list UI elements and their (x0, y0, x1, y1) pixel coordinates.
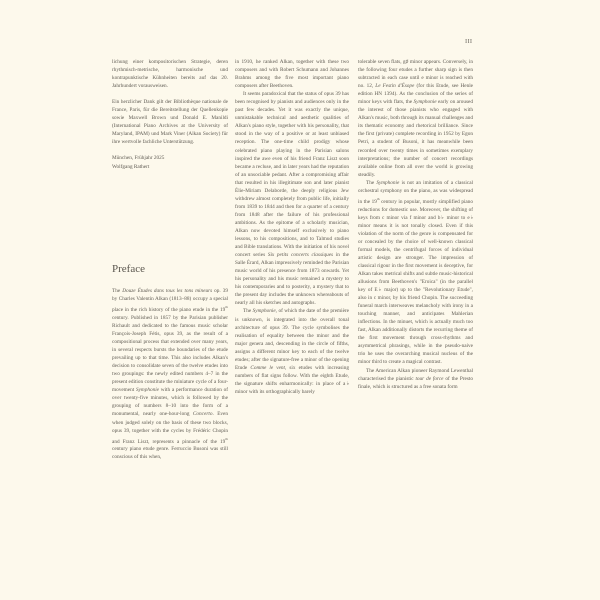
work-title: Comme le vent (250, 364, 286, 371)
work-title: Symphonie (135, 387, 159, 394)
author-signature: Wolfgang Rathert (112, 163, 150, 170)
work-title: Concerto (192, 411, 213, 418)
work-title: Symphonie (252, 308, 276, 315)
text-span: The (112, 288, 123, 294)
superscript: th (225, 305, 228, 310)
german-paragraph-acknowledgements: Ein herzlicher Dank gilt der Bibliothèque nationale de France, Paris, für die Bereitstellung der Quellenkopie sowie Maxwell Brown und Donald E. Manildi (International Piano Archives at the University of Maryland, IPAM) und Mark Viner (Alkan Society) für ihre wertvolle fachliche Unterstützung. (112, 99, 228, 146)
text-span: early on aroused the interest of those pianists who engaged with Alkan's music, both through its manual challenges and its thematic economy and rhetorical brilliance. Since the first (private) complete recording in 1952 by Egon Petri, a student of Busoni, it has meanwhile been recorded over twenty times in sometimes exemplary interpretations; the number of concert recordings available online from all over the world is growing steadily. (358, 99, 474, 178)
preface-paragraph (358, 179, 473, 367)
preface-paragraph (358, 58, 473, 179)
text-span: op. 39 by Charles Valentin Alkan (1813–88) occupy a special place in the rich history of the piano etude in the 19 (112, 288, 228, 313)
work-title: Le Festin d'Ésope (375, 83, 415, 90)
concert-series-title: Six petits concerts classiques (267, 252, 334, 259)
text-span: is not an imitation of a classical orchestral symphony on the piano, as was widespread in the 19 (358, 179, 473, 205)
preface-column-1 (112, 287, 228, 461)
text-span: . Even when judged solely on the basis of these two blocks, opus 39, together with the cycles by Frédéric Chopin and Franz Liszt, represents a pinnacle of the 19 (112, 411, 228, 445)
work-title: Douze Études dans tous les tons mineurs (122, 288, 213, 294)
work-title: Symphonie (376, 179, 400, 186)
superscript: th (376, 196, 380, 201)
preface-paragraph: in 1910, he ranked Alkan, together with these two composers and with Robert Schumann and Johannes Brahms among the five most important piano composers after Beethoven. (235, 59, 349, 90)
text-span: century in popular, mostly simplified piano reductions for domestic use. Moreover, the shifting of keys from c minor via f minor and b♭ minor to e♭ minor means it is not tonally closed. Even if this violation of the norm of the genre is compensated for or concealed by the choice of well-known classical formal models, the centrifugal forces of individual artistic design are stronger. The impression of classical rigour in the first movement is deceptive, for Alkan takes metrical shifts and subtle music-historical allusions from Beethoven's "Eroica" (in the parallel key of E♭ major) up to the "Revolutionary Etude", also in c minor, by his friend Chopin. The succeeding funeral march interweaves melancholy with irony in a touching manner, and anticipates Mahlerian inflections. In the minuet, which is actually much too fast, Alkan additionally distorts the recurring theme of the first movement through cross-rhythms and asymmetrical phrasings, while in the pseudo-naive trio he uses the overarching musical nucleus of the minor third to create a magical contrast. (358, 198, 473, 366)
text-span: The (243, 308, 253, 315)
text-span: century. Published in 1857 by the Parisian publisher Richault and dedicated to the famous music scholar François-Joseph Fétis, opus 39, as the result of a compositional process that extended over many years, in several respects bursts the boundaries of the etude prevailing up to that time. This also includes Alkan's decision to consolidate seven of the twelve etudes into two groupings: the newly edited numbers 4–7 in the present edition constitute the miniature cycle of a four-movement (112, 314, 228, 394)
text-span: (for this Etude, see Henle edition HN 1394). As the conclusion of the series of minor keys with flats, the (358, 83, 474, 106)
text-span: in the Salle Érard, Alkan impressively reminded the Parisian music world of his presence from 1873 onwards. Yet his personality and his music remained a mystery to his contemporaries and to posterity, a mystery that to the present day includes the unknown whereabouts of nearly all his sketches and autographs. (235, 252, 350, 307)
work-title: Symphonie (413, 99, 437, 106)
text-span: , of which the date of the première is unknown, is integrated into the overall tonal architecture of opus 39. The cycle symbolises the realisation of equality between the minor and the major genera and, descending in the circle of fifths, assigns a different minor key to each of the twelve etudes; after the signature-free a minor of the opening Etude (235, 308, 349, 371)
text-span: The American Alkan pioneer Raymond Lewenthal characterised the pianistic (358, 367, 473, 382)
place-date: München, Frühjahr 2025 (112, 155, 165, 162)
text-span: , six etudes with increasing numbers of flat signs follow. With the eighth Etude, the signature shifts enharmonically: in place of a♭ minor with its orthographically barely (235, 364, 350, 395)
superscript: th (225, 436, 228, 441)
text-span: of the Presto finale, which is structured as a free sonata form (358, 375, 473, 390)
preface-column-3 (358, 58, 473, 391)
german-paragraph-conclusion: lichung einer kompositorischen Strategie, deren rhythmisch-metrische, harmonische und kontrapunktische Kühnheiten bereits auf das 20. Jahrhundert vorausweisen. (112, 59, 228, 90)
text-span: century piano etude genre. Ferruccio Busoni was still conscious of this when, (112, 446, 228, 461)
preface-paragraph (235, 307, 349, 396)
page-number: III (465, 38, 473, 45)
text-span: It seems paradoxical that the status of opus 39 has been recognised by pianists and audiences only in the past few decades. Yet it was exactly the unique, unmistakable technical and aesthetic qualities of Alkan's piano style, together with his personality, that stood in the way of a positive or at least unbiased reception. The one-time child prodigy whose celebrated piano playing in the Parisian salons inspired the awe even of his friend Franz Liszt soon became a recluse, and in later years had the reputation of an unsociable pedant. After a compromising affair that resulted in his illegitimate son and later pianist Élie-Miriam Delaborde, the deeply religious Jew withdrew almost completely from public life, initially from 1839 to 1844 and then for a quarter of a century from 1848 after the failure of his professional ambitions. As the epitome of a scholarly musician, Alkan now devoted himself exclusively to piano lessons, to his compositions, and to Talmud studies and Bible translations. With the initiation of his novel concert series (235, 91, 349, 259)
text-span: tolerable seven flats, g♯ minor appears. Conversely, in the following four etudes a further sharp sign is then subtracted in each case until e minor is reached with no. 12, (358, 59, 473, 90)
preface-column-2 (235, 58, 349, 396)
text-span: The (366, 179, 377, 186)
text-span: with a performance duration of over twenty-five minutes, which is followed by the grouping of numbers 8–10 into the form of a monumental, nearly one-hour-long (112, 387, 228, 418)
german-foreword-column (112, 58, 228, 171)
italic-phrase: tour de force (415, 375, 444, 382)
preface-paragraph (358, 367, 473, 391)
preface-paragraph (112, 287, 228, 461)
preface-paragraph (235, 90, 349, 307)
preface-heading: Preface (112, 263, 145, 276)
